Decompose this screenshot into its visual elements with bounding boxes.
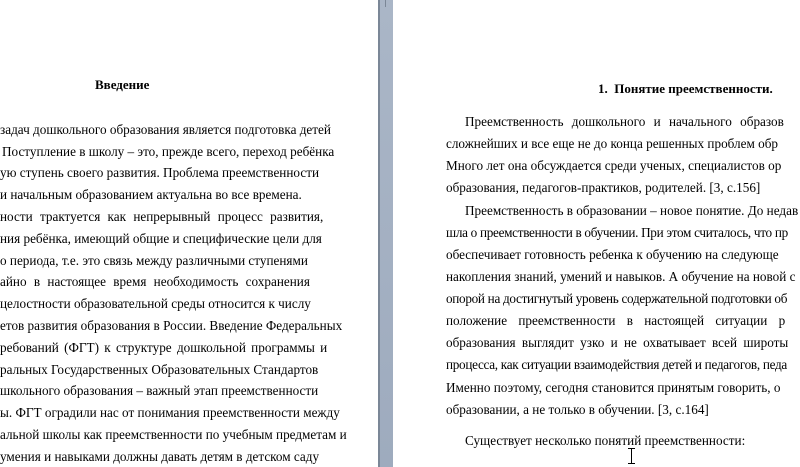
paragraph-line: шла о преемственности в обучении. При этом считалось, что пр [446, 225, 788, 240]
paragraph-line: накопления знаний, умений и навыков. А обучение на новой с [446, 269, 796, 284]
paragraph-line: умения и навыками должны давать детям в детском саду [0, 449, 320, 464]
paragraph-line: задач дошкольного образования является подготовка детей [0, 122, 331, 137]
paragraph-line: опорой на достигнутый уровень содержательной подготовки об [446, 291, 788, 306]
paragraph-line: етов развития образования в России. Введение Федеральных [0, 318, 343, 333]
paragraph-line: образовании, а не только в обучении. [3, с.164] [446, 402, 709, 417]
paragraph-line: Существует несколько понятий преемственности: [465, 433, 746, 448]
page-gap-shadow [378, 0, 380, 467]
page-gap-tick [385, 0, 386, 7]
section-heading-number: 1. [598, 81, 608, 96]
text-cursor-icon [628, 448, 635, 464]
paragraph-line: о периода, т.е. это связь между различными ступенями [0, 253, 308, 268]
paragraph-line: процесса, как ситуации взаимодействия детей и педагогов, педа [446, 357, 787, 372]
paragraph-line: ребований (ФГТ) к структуре дошкольной программы и [0, 340, 328, 355]
paragraph-line: образования выглядит узко и не охватывает всей широты [446, 335, 789, 350]
paragraph-line: ую ступень своего развития. Проблема преемственности [0, 165, 320, 180]
page-title: Введение [95, 77, 150, 92]
section-heading [598, 81, 773, 97]
paragraph-line: Много лет она обсуждается среди ученых, специалистов ор [446, 158, 782, 173]
paragraph-line: целостности образовательной среды относится к числу [0, 296, 311, 311]
paragraph-line: положение преемственности в настоящей ситуации р [446, 313, 786, 328]
paragraph-line: айно в настоящее время необходимость сохранения [0, 274, 310, 289]
paragraph-line: ы. ФГТ оградили нас от понимания преемственности между [0, 405, 340, 420]
section-heading-text: Понятие преемственности. [614, 81, 773, 96]
document-page-right[interactable] [393, 0, 800, 467]
paragraph-line: альной школы как преемственности по учебным предметам и [0, 427, 347, 442]
paragraph-line: Преемственность дошкольного и начального образов [465, 114, 784, 129]
paragraph-line: обеспечивает готовность ребенка к обучению на следующе [446, 247, 779, 262]
paragraph-line: ния ребёнка, имеющий общие и специфические цели для [0, 231, 322, 246]
paragraph-line: сложнейших и все еще не до конца решенных проблем обр [446, 136, 779, 151]
paragraph-line: образования, педагогов-практиков, родителей. [3, с.156] [446, 180, 761, 195]
paragraph-line: школьного образования – важный этап преемственности [0, 383, 319, 398]
paragraph-line: ности трактуется как непрерывный процесс развития, [0, 209, 324, 224]
paragraph-line: ральных Государственных Образовательных Стандартов [0, 362, 319, 377]
paragraph-line: Именно поэтому, сегодня становится принятым говорить, о [446, 380, 781, 395]
paragraph-line: и начальным образованием актуальна во все времена. [0, 187, 302, 202]
paragraph-line: Поступление в школу – это, прежде всего, переход ребёнка [2, 144, 335, 159]
document-page-left[interactable] [0, 0, 378, 467]
paragraph-line: Преемственность в образовании – новое понятие. До недав [465, 203, 799, 218]
